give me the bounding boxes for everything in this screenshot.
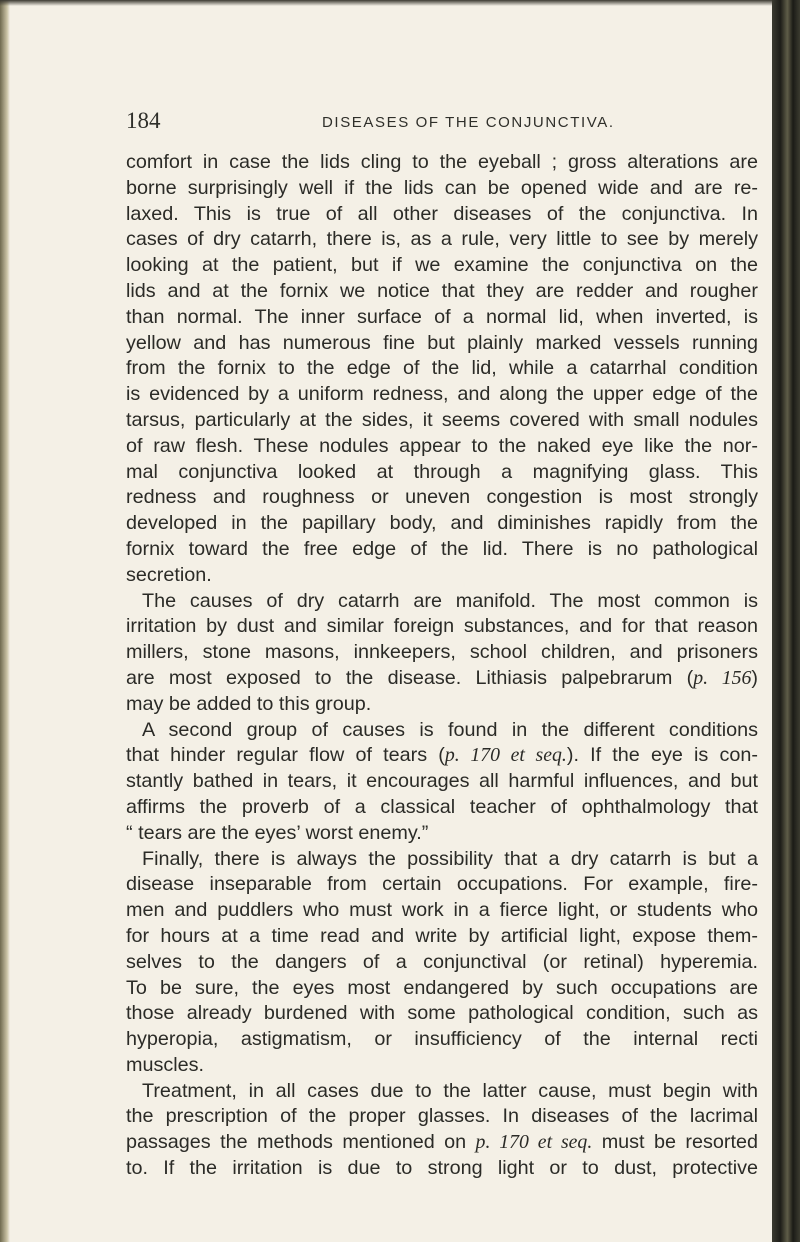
text-line — [126, 795, 758, 821]
text-line — [126, 382, 758, 408]
text-line-main: than normal. The inner surface of a normal lid, when inverted, is — [126, 305, 758, 328]
text-line-main: mal conjunctiva looked at through a magnifying glass. This — [126, 460, 758, 483]
text-line — [126, 898, 758, 924]
text-line-tail: must be resorted — [592, 1131, 758, 1154]
text-line-main: from the fornix to the edge of the lid, while a catarrhal condition — [126, 357, 758, 380]
text-line — [126, 460, 758, 486]
text-line — [126, 924, 758, 950]
text-line-tail: ). If the eye is con- — [566, 744, 758, 767]
page-number: 184 — [126, 108, 161, 133]
text-line-main: yellow and has numerous fine but plainly marked vessels running — [126, 331, 758, 354]
text-line — [126, 821, 758, 847]
body-text — [126, 150, 758, 1182]
text-line — [126, 1156, 758, 1182]
text-line — [126, 485, 758, 511]
text-line — [126, 718, 758, 744]
text-line-main: laxed. This is true of all other diseases of the conjunctiva. In — [126, 202, 758, 225]
text-line-main: fornix toward the free edge of the lid. There is no pathological — [126, 537, 758, 560]
text-line-main: are most exposed to the disease. Lithiasis palpebrarum ( — [126, 666, 694, 689]
text-line — [126, 692, 758, 718]
text-line-main: Finally, there is always the possibility that a dry catarrh is but a — [142, 847, 758, 870]
text-line-main: To be sure, the eyes most endangered by such occupations are — [126, 976, 758, 999]
book-binding-edge — [772, 0, 800, 1242]
text-line-main: that hinder regular flow of tears ( — [126, 744, 445, 767]
text-line-main: passages the methods mentioned on — [126, 1131, 476, 1154]
text-line — [126, 976, 758, 1002]
text-line — [126, 1001, 758, 1027]
text-line-main: Treatment, in all cases due to the latter cause, must begin with — [142, 1079, 758, 1102]
text-line-main: affirms the proverb of a classical teacher of ophthalmology that — [126, 795, 758, 818]
text-line — [126, 227, 758, 253]
text-line-tail: ) — [751, 666, 759, 689]
text-line — [126, 279, 758, 305]
text-line — [126, 769, 758, 795]
text-line — [126, 150, 758, 176]
text-line — [126, 434, 758, 460]
text-line — [126, 408, 758, 434]
text-line — [126, 666, 758, 692]
text-line — [126, 1079, 758, 1105]
text-line-main: The causes of dry catarrh are manifold. The most common is — [142, 589, 758, 612]
text-line — [126, 511, 758, 537]
text-line-main: the prescription of the proper glasses. In diseases of the lacrimal — [126, 1105, 758, 1128]
text-line — [126, 589, 758, 615]
text-line — [126, 176, 758, 202]
text-line-main: A second group of causes is found in the different conditions — [142, 718, 758, 741]
text-line — [126, 331, 758, 357]
text-line — [126, 1104, 758, 1130]
text-line-main: redness and roughness or uneven congestion is most strongly — [126, 486, 758, 509]
text-line-main: looking at the patient, but if we examine the conjunctiva on the — [126, 254, 758, 277]
text-line-main: cases of dry catarrh, there is, as a rule, very little to see by merely — [126, 228, 758, 251]
text-line-main: of raw flesh. These nodules appear to the naked eye like the nor- — [126, 434, 758, 457]
text-line — [126, 950, 758, 976]
page-reference: p. 170 et seq. — [475, 1131, 593, 1154]
text-line — [126, 563, 758, 589]
text-line-main: “ tears are the eyes’ worst enemy.” — [126, 821, 429, 844]
text-line-main: to. If the irritation is due to strong light or to dust, protective — [126, 1157, 758, 1180]
page-header — [126, 108, 758, 136]
text-line — [126, 537, 758, 563]
text-line-main: stantly bathed in tears, it encourages all harmful influences, and but — [126, 770, 758, 793]
page-reference: p. 170 et seq. — [444, 744, 567, 767]
text-line — [126, 305, 758, 331]
text-line-main: irritation by dust and similar foreign substances, and for that reason — [126, 615, 758, 638]
text-line-main: is evidenced by a uniform redness, and along the upper edge of the — [126, 383, 758, 406]
text-line — [126, 872, 758, 898]
text-line-main: borne surprisingly well if the lids can be opened wide and are re- — [126, 176, 758, 199]
text-line — [126, 253, 758, 279]
page-left-edge — [0, 0, 10, 1242]
text-line-main: developed in the papillary body, and diminishes rapidly from the — [126, 512, 758, 535]
running-head: DISEASES OF THE CONJUNCTIVA. — [322, 114, 615, 131]
text-line-main: selves to the dangers of a conjunctival (or retinal) hyperemia. — [126, 950, 758, 973]
text-line-main: those already burdened with some pathological condition, such as — [126, 1002, 758, 1025]
text-line-main: millers, stone masons, innkeepers, school children, and prisoners — [126, 641, 758, 664]
text-line-main: tarsus, particularly at the sides, it seems covered with small nodules — [126, 408, 758, 431]
page-top-shadow — [0, 0, 800, 6]
text-line — [126, 202, 758, 228]
page-reference: p. 156 — [693, 666, 752, 689]
text-line — [126, 1053, 758, 1079]
text-line — [126, 640, 758, 666]
text-line-main: hyperopia, astigmatism, or insufficiency of the internal recti — [126, 1028, 758, 1051]
text-line-main: secretion. — [126, 563, 212, 586]
text-line-main: lids and at the fornix we notice that they are redder and rougher — [126, 279, 758, 302]
text-line — [126, 356, 758, 382]
text-line — [126, 1130, 758, 1156]
text-line-main: comfort in case the lids cling to the eyeball ; gross alterations are — [126, 151, 758, 173]
text-line-main: men and puddlers who must work in a fierce light, or students who — [126, 899, 758, 922]
text-line — [126, 1027, 758, 1053]
text-line-main: may be added to this group. — [126, 692, 372, 715]
text-line — [126, 743, 758, 769]
text-line-main: muscles. — [126, 1053, 205, 1076]
text-line — [126, 847, 758, 873]
text-line-main: disease inseparable from certain occupations. For example, fire- — [126, 873, 758, 896]
text-line — [126, 614, 758, 640]
text-line-main: for hours at a time read and write by artificial light, expose them- — [126, 924, 758, 947]
